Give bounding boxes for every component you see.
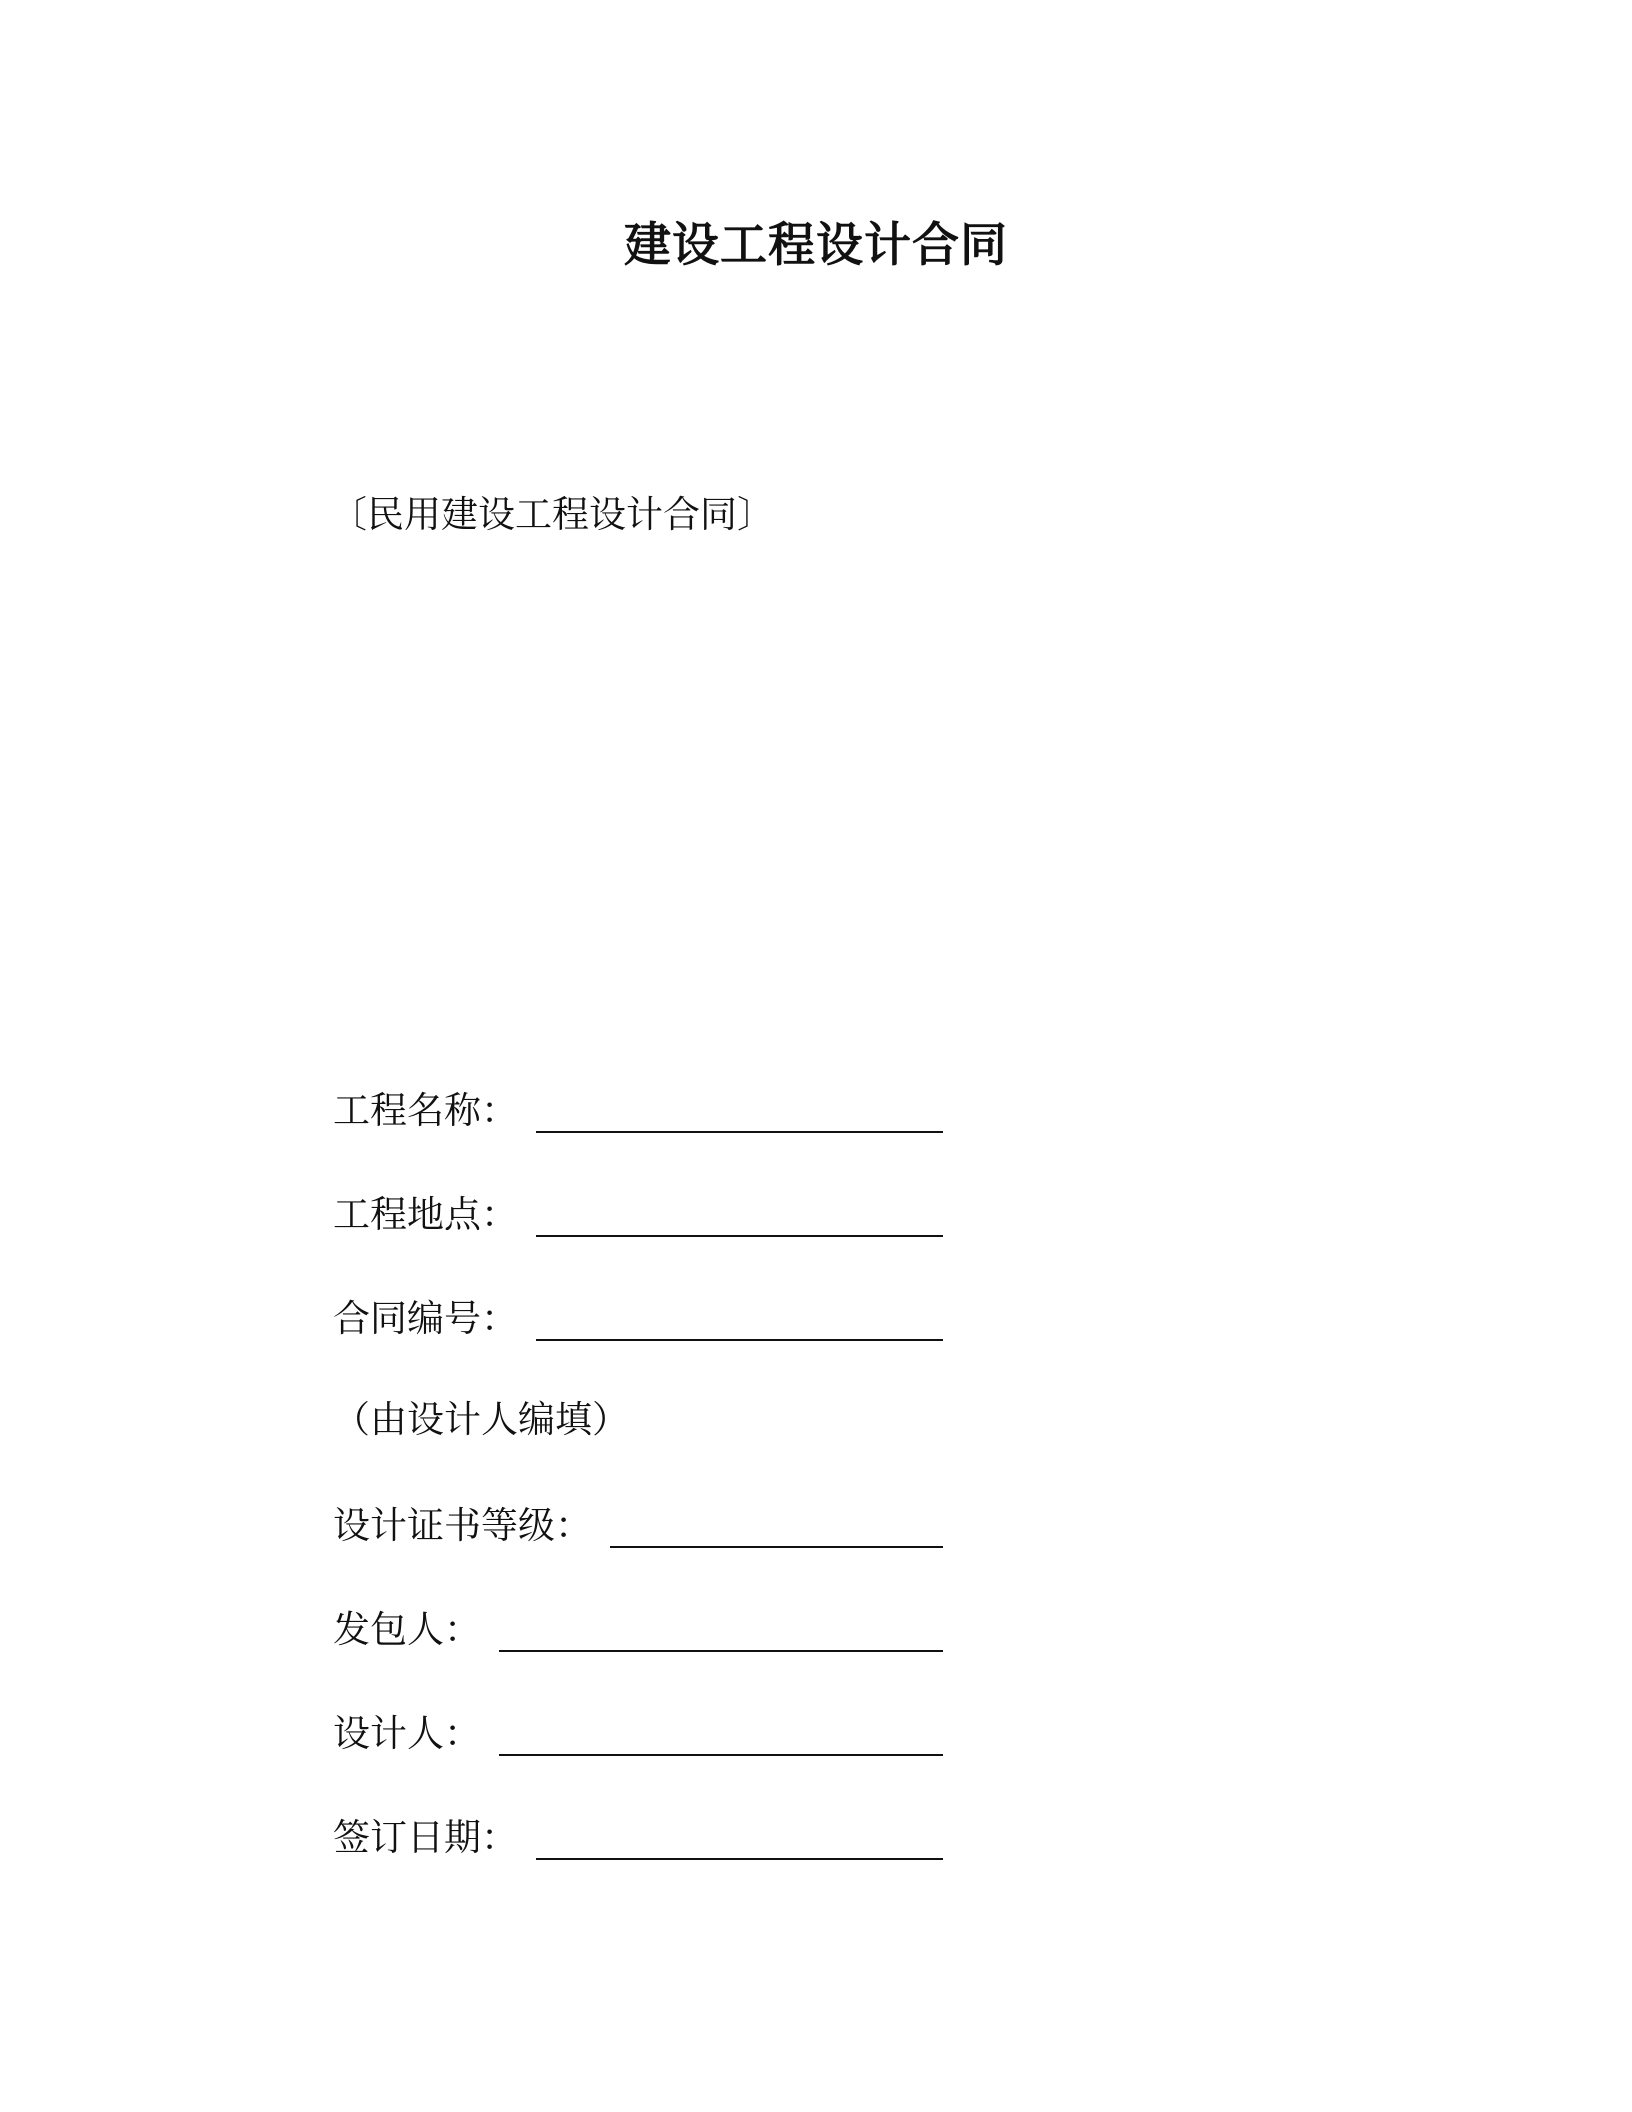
field-blank-signing-date[interactable] [536, 1858, 943, 1860]
field-design-certificate-grade [333, 1498, 943, 1548]
field-label-contract-number: 合同编号： [333, 1296, 518, 1340]
field-label-designer: 设计人： [333, 1711, 481, 1755]
field-label-design-certificate-grade: 设计证书等级： [333, 1503, 592, 1547]
field-blank-design-certificate-grade[interactable] [610, 1546, 943, 1548]
field-blank-contract-number[interactable] [536, 1339, 943, 1341]
field-label-project-name: 工程名称： [333, 1088, 518, 1132]
field-blank-designer[interactable] [499, 1754, 943, 1756]
document-title: 建设工程设计合同 [624, 218, 1008, 273]
field-project-name [333, 1083, 943, 1133]
field-client [333, 1602, 943, 1652]
field-project-location [333, 1187, 943, 1237]
field-blank-project-name[interactable] [536, 1131, 943, 1133]
field-blank-client[interactable] [499, 1650, 943, 1652]
field-label-client: 发包人： [333, 1607, 481, 1651]
field-label-project-location: 工程地点： [333, 1192, 518, 1236]
field-label-signing-date: 签订日期： [333, 1815, 518, 1859]
field-signing-date [333, 1810, 943, 1860]
field-designer [333, 1706, 943, 1756]
document-subtitle: 〔民用建设工程设计合同〕 [330, 493, 774, 536]
contract-number-note: （由设计人编填） [333, 1398, 629, 1441]
field-blank-project-location[interactable] [536, 1235, 943, 1237]
field-contract-number [333, 1291, 943, 1341]
